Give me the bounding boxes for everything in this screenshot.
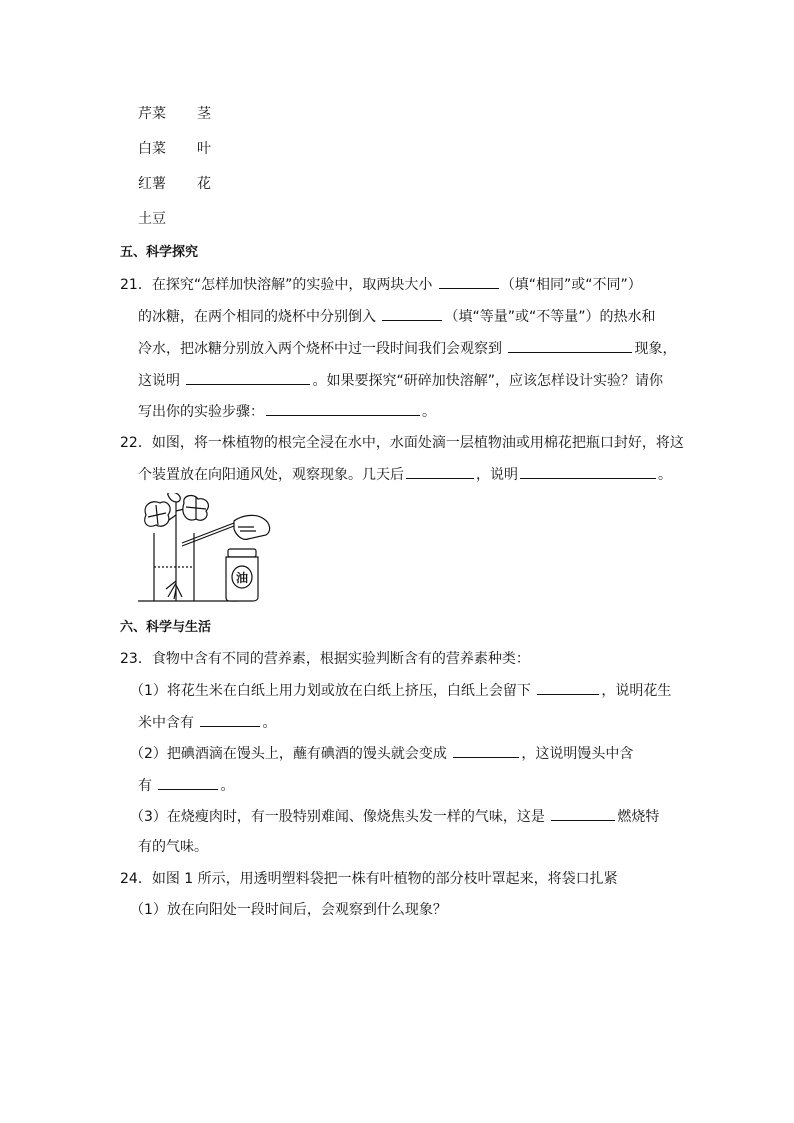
match-right-1: 茎 xyxy=(197,106,211,122)
q23-part1-line1: （1）将花生米在白纸上用力划或放在白纸上挤压，白纸上会留下 ，说明花生 xyxy=(130,680,671,701)
match-left-4: 土豆 xyxy=(138,211,166,227)
q22-line2: 个装置放在向阳通风处，观察现象。几天后 ，说明 。 xyxy=(138,464,672,485)
q21-line5: 写出你的实验步骤： 。 xyxy=(138,401,436,422)
q23-part2-line2: 有 。 xyxy=(138,775,234,796)
q23-blank-1[interactable] xyxy=(537,680,599,695)
oil-jar-label: 油 xyxy=(235,571,249,585)
q23-part1-line2: 米中含有 。 xyxy=(138,712,276,733)
q22-blank-2[interactable] xyxy=(520,464,656,479)
q21-blank-4[interactable] xyxy=(186,370,310,385)
q23-part3-line1: （3）在烧瘦肉时，有一股特别难闻、像烧焦头发一样的气味，这是 燃烧特 xyxy=(130,806,659,827)
q24-part1: （1）放在向阳处一段时间后，会观察到什么现象？ xyxy=(130,902,447,918)
q23-intro: 23．食物中含有不同的营养素，根据实验判断含有的营养素种类： xyxy=(120,651,530,667)
match-left-2: 白菜 xyxy=(138,141,166,157)
q21-blank-1[interactable] xyxy=(439,274,499,289)
q23-part2-line1: （2）把碘酒滴在馒头上，蘸有碘酒的馒头就会变成 ，这说明馒头中含 xyxy=(130,743,633,764)
q21-line3: 冷水，把冰糖分别放入两个烧杯中过一段时间我们会观察到 现象， xyxy=(138,338,676,359)
q23-number: 23． xyxy=(120,651,152,667)
q23-blank-3[interactable] xyxy=(453,743,519,758)
q23-blank-4[interactable] xyxy=(158,775,218,790)
match-left-3: 红薯 xyxy=(138,176,166,192)
q24-number: 24． xyxy=(120,871,152,887)
q23-blank-2[interactable] xyxy=(200,712,260,727)
q23-blank-5[interactable] xyxy=(551,806,615,821)
q21-text: 在探究“怎样加快溶解”的实验中，取两块大小 xyxy=(151,277,433,293)
match-left-1: 芹菜 xyxy=(138,106,166,122)
section-5-title: 五、科学探究 xyxy=(120,245,199,260)
q22-number: 22． xyxy=(120,435,152,451)
q21-line4: 这说明 。如果要探究“研碎加快溶解”，应该怎样设计实验？请你 xyxy=(138,370,663,391)
match-right-3: 花 xyxy=(197,176,211,192)
q21-number: 21． xyxy=(120,277,152,293)
q21-blank-3[interactable] xyxy=(508,338,632,353)
q23-part3-line2: 有的气味。 xyxy=(138,839,208,855)
plant-water-experiment-illustration xyxy=(138,493,273,605)
match-right-2: 叶 xyxy=(197,141,211,157)
q22-blank-1[interactable] xyxy=(406,464,474,479)
q21-line2: 的冰糖，在两个相同的烧杯中分别倒入 （填“等量”或“不等量”）的热水和 xyxy=(138,306,655,327)
q21-line1: 21．在探究“怎样加快溶解”的实验中，取两块大小 （填“相同”或“不同”） xyxy=(120,274,642,295)
section-6-title: 六、科学与生活 xyxy=(120,620,212,635)
q21-blank-5[interactable] xyxy=(266,401,420,416)
q21-blank-2[interactable] xyxy=(382,306,442,321)
q22-line1: 22．如图，将一株植物的根完全浸在水中，水面处滴一层植物油或用棉花把瓶口封好，将这 xyxy=(120,435,684,451)
q24-intro: 24．如图 1 所示，用透明塑料袋把一株有叶植物的部分枝叶罩起来，将袋口扎紧 xyxy=(120,871,618,887)
